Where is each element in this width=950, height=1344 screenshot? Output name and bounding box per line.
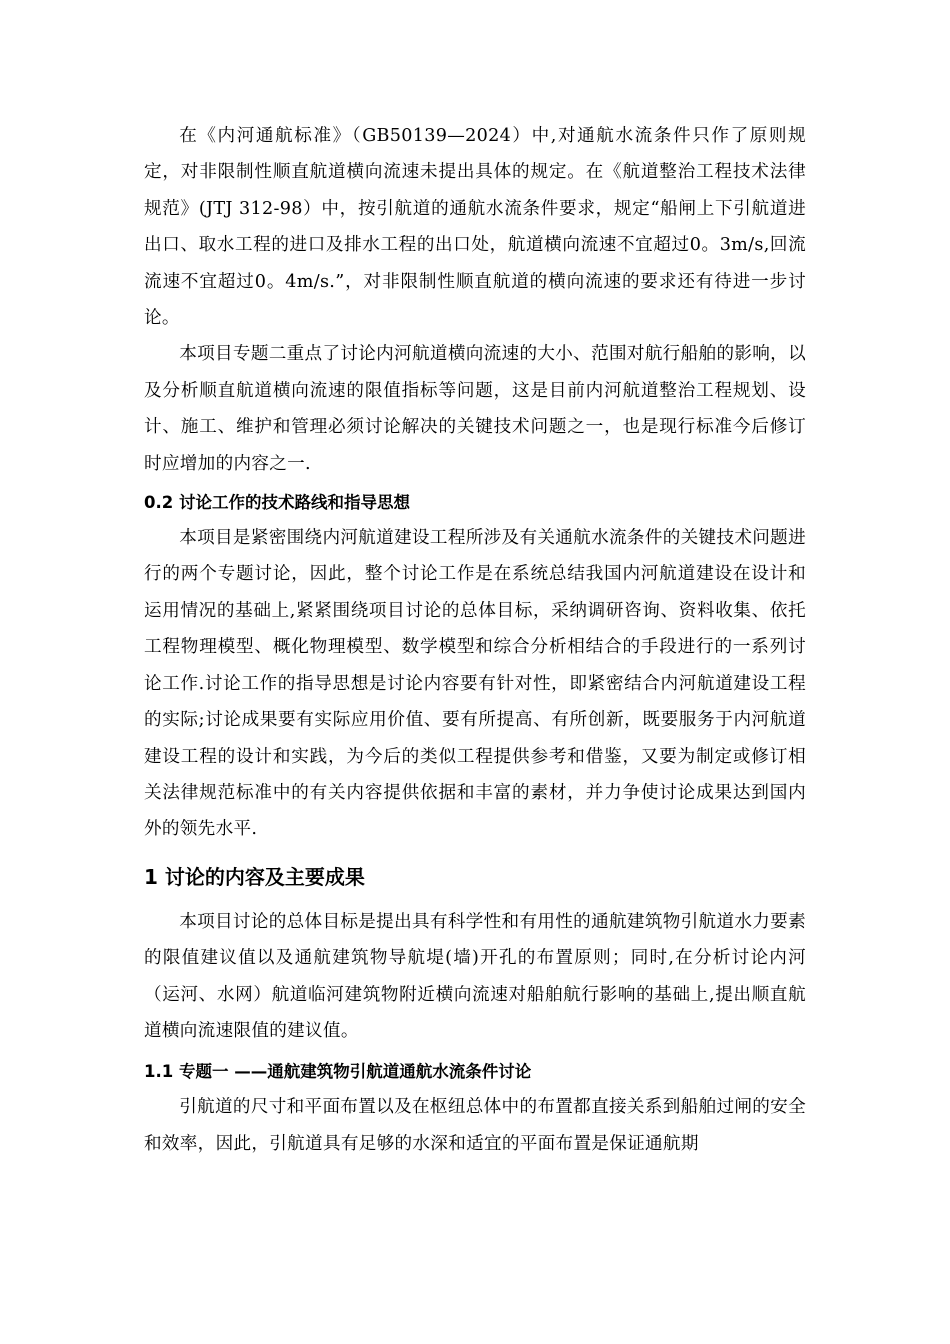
heading-1: 1 讨论的内容及主要成果 [144, 864, 365, 889]
document-page [144, 118, 806, 1162]
heading-1-1: 1.1 专题一 ——通航建筑物引航道通航水流条件讨论 [144, 1062, 532, 1082]
paragraph-navigation-standard: 在《内河通航标准》（GB50139—2024）中,对通航水流条件只作了原则规定，对非限制性顺直航道横向流速未提出具体的规定。在《航道整治工程技术法律规范》(JTJ 312-98）中，按引航道的通航水流条件要求，规定“船闸上下引航道进出口、取水工程的进口及排水工程的出口处，航道横向流速不宜超过0。3m/s,回流流速不宜超过0。4m/s.”，对非限制性顺直航道的横向流速的要求还有待进一步讨论。 [144, 126, 806, 329]
heading-0-2: 0.2 讨论工作的技术路线和指导思想 [144, 493, 410, 513]
paragraph-technical-route: 本项目是紧密围绕内河航道建设工程所涉及有关通航水流条件的关键技术问题进行的两个专题讨论，因此，整个讨论工作是在系统总结我国内河航道建设在设计和运用情况的基础上,紧紧围绕项目讨论的总体目标，采纳调研咨询、资料收集、依托工程物理模型、概化物理模型、数学模型和综合分析相结合的手段进行的一系列讨论工作.讨论工作的指导思想是讨论内容要有针对性，即紧密结合内河航道建设工程的实际;讨论成果要有实际应用价值、要有所提高、有所创新，既要服务于内河航道建设工程的设计和实践，为今后的类似工程提供参考和借鉴，又要为制定或修订相关法律规范标准中的有关内容提供依据和丰富的素材，并力争使讨论成果达到国内外的领先水平. [144, 528, 806, 840]
paragraph-approach-channel: 引航道的尺寸和平面布置以及在枢纽总体中的布置都直接关系到船舶过闸的安全和效率，因此，引航道具有足够的水深和适宜的平面布置是保证通航期 [144, 1097, 806, 1154]
paragraph-overall-goal: 本项目讨论的总体目标是提出具有科学性和有用性的通航建筑物引航道水力要素的限值建议值以及通航建筑物导航堤(墙)开孔的布置原则；同时,在分析讨论内河（运河、水网）航道临河建筑物附近横向流速对船舶航行影响的基础上,提出顺直航道横向流速限值的建议值。 [144, 911, 806, 1041]
paragraph-topic-two: 本项目专题二重点了讨论内河航道横向流速的大小、范围对航行船舶的影响，以及分析顺直航道横向流速的限值指标等问题，这是目前内河航道整治工程规划、设计、施工、维护和管理必须讨论解决的关键技术问题之一，也是现行标准今后修订时应增加的内容之一. [144, 344, 806, 474]
